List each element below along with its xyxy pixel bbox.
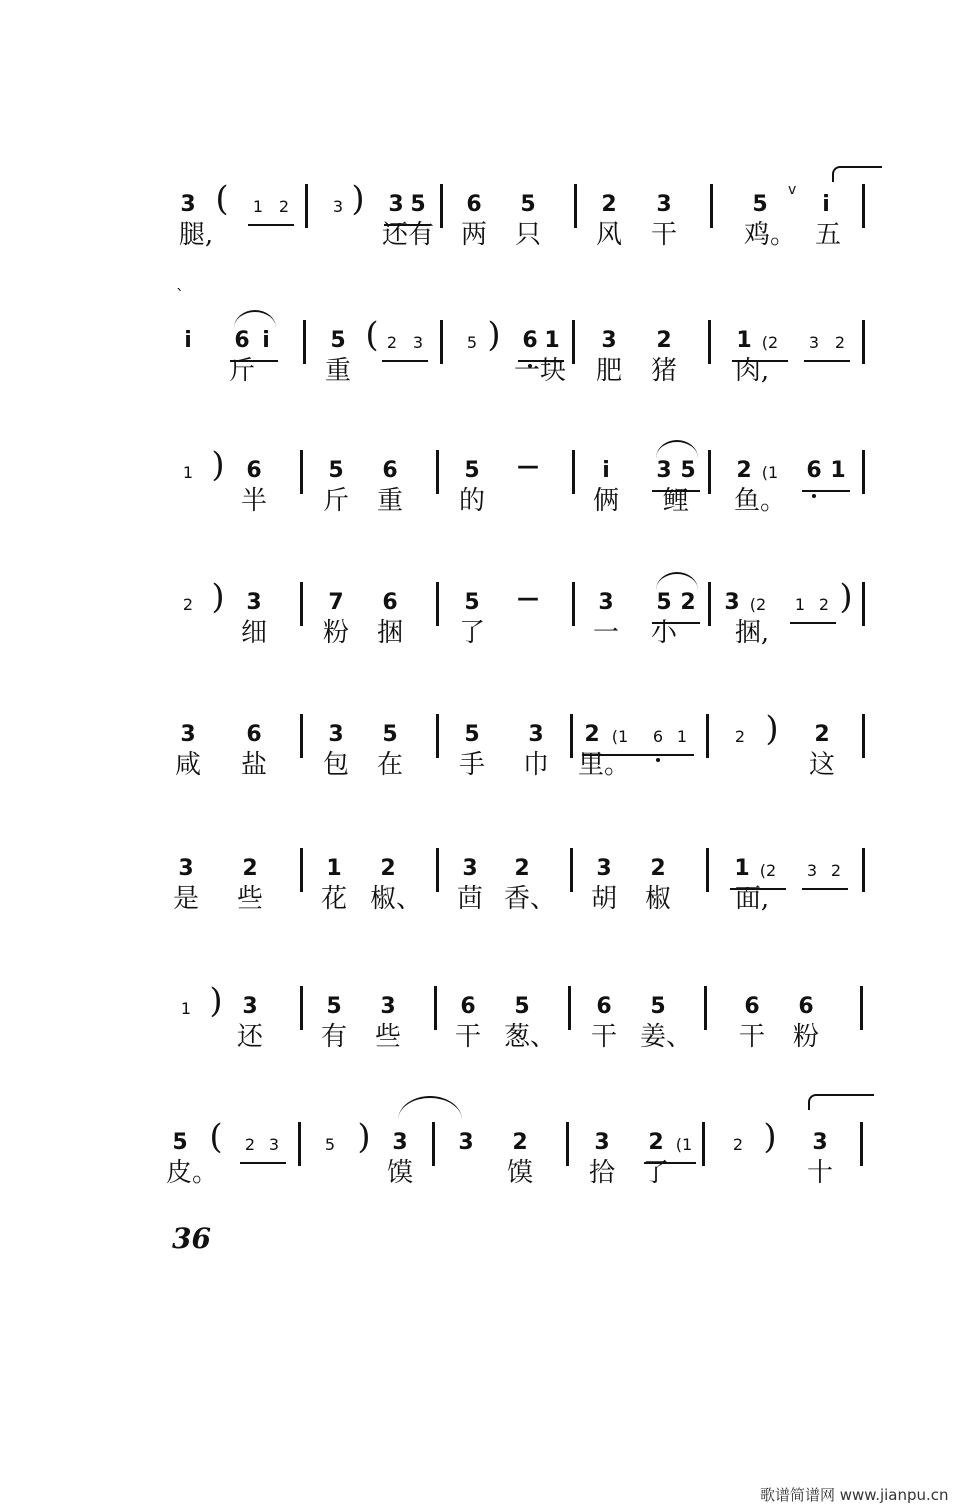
note: 5 xyxy=(514,994,530,1019)
note: 3 xyxy=(246,590,262,615)
note: 1 xyxy=(736,328,752,353)
note: 5 xyxy=(464,722,480,747)
lyric: 葱、 xyxy=(503,1022,557,1052)
note: 1 xyxy=(676,727,688,746)
note: (1 xyxy=(675,1135,693,1154)
lyric: 里。 xyxy=(577,750,631,780)
lyric: 巾 xyxy=(522,750,550,780)
lyric: 鱼。 xyxy=(733,486,787,516)
note: 3 xyxy=(180,722,196,747)
lyric: 椒、 xyxy=(369,884,423,914)
paren-close: ) xyxy=(211,445,225,485)
note: 6 xyxy=(744,994,760,1019)
lyric-line xyxy=(0,1160,974,1208)
lyric-line xyxy=(0,358,974,406)
paren-close: ) xyxy=(487,315,501,355)
lyric: 些 xyxy=(236,884,264,914)
note: 6 xyxy=(382,590,398,615)
note: i xyxy=(822,192,830,217)
note: 3 xyxy=(180,192,196,217)
note: 2 xyxy=(818,595,830,614)
paren-open: ( xyxy=(365,315,379,355)
note: 6 xyxy=(596,994,612,1019)
volta-bracket xyxy=(808,1094,874,1110)
note: i xyxy=(184,328,192,353)
lyric-line xyxy=(0,620,974,668)
note: 2 xyxy=(834,333,846,352)
lyric-line xyxy=(0,886,974,934)
note: 5 xyxy=(466,333,478,352)
note: 5 xyxy=(464,590,480,615)
note: 5 xyxy=(382,722,398,747)
lyric: 粉 xyxy=(792,1022,820,1052)
note: 3 xyxy=(601,328,617,353)
lyric-line xyxy=(0,1024,974,1072)
dash: — xyxy=(517,454,539,479)
note: 5 xyxy=(172,1130,188,1155)
score-row xyxy=(0,844,974,934)
lyric: 鸡。 xyxy=(743,220,797,250)
note: 5 xyxy=(680,458,696,483)
note: 3 xyxy=(380,994,396,1019)
note: 5 xyxy=(520,192,536,217)
dash: — xyxy=(517,586,539,611)
paren-close: ) xyxy=(209,981,223,1021)
note: 5 xyxy=(464,458,480,483)
lyric: 鲤 xyxy=(662,486,690,516)
note: (2 xyxy=(761,333,779,352)
score-row xyxy=(0,446,974,536)
score-row xyxy=(0,286,974,406)
note: 3 xyxy=(598,590,614,615)
lyric: 五 xyxy=(814,220,842,250)
note: (2 xyxy=(749,595,767,614)
note: 3 xyxy=(724,590,740,615)
note: 5 xyxy=(656,590,672,615)
score-row xyxy=(0,1118,974,1208)
lyric: 还有 xyxy=(381,220,435,250)
lyric: 重 xyxy=(376,486,404,516)
lyric: 一 xyxy=(592,618,620,648)
note: 3 xyxy=(806,861,818,880)
lyric: 小 xyxy=(650,618,678,648)
lyric: 茴 xyxy=(456,884,484,914)
note: 1 xyxy=(544,328,560,353)
paren-open: ( xyxy=(215,179,229,219)
note: 6 xyxy=(806,458,822,483)
lyric: 馍 xyxy=(506,1158,534,1188)
lyric: 姜、 xyxy=(639,1022,693,1052)
lyric: 只 xyxy=(514,220,542,250)
note: 6 xyxy=(234,328,250,353)
lyric: 胡 xyxy=(590,884,618,914)
lyric: 捆, xyxy=(734,618,770,648)
note: 3 xyxy=(242,994,258,1019)
lyric: 干 xyxy=(738,1022,766,1052)
lyric: 干 xyxy=(454,1022,482,1052)
note: (1 xyxy=(611,727,629,746)
lyric: 香、 xyxy=(503,884,557,914)
lyric: 斤 xyxy=(228,356,256,386)
note: 2 xyxy=(734,727,746,746)
score-row xyxy=(0,180,974,270)
note: 2 xyxy=(244,1135,256,1154)
note: 2 xyxy=(514,856,530,881)
lyric: 肉, xyxy=(734,356,770,386)
lyric: 在 xyxy=(376,750,404,780)
note: 6 xyxy=(798,994,814,1019)
lyric: 两 xyxy=(460,220,488,250)
note: 7 xyxy=(328,590,344,615)
lyric: 拾 xyxy=(588,1158,616,1188)
note: 6 xyxy=(246,458,262,483)
lyric: 了 xyxy=(642,1158,670,1188)
watermark: 歌谱简谱网 www.jianpu.cn xyxy=(760,1486,949,1504)
lyric: 风 xyxy=(595,220,623,250)
note: 2 xyxy=(680,590,696,615)
note: 3 xyxy=(656,458,672,483)
lyric: 肥 xyxy=(595,356,623,386)
note: 1 xyxy=(734,856,750,881)
lyric: 重 xyxy=(324,356,352,386)
note: 2 xyxy=(512,1130,528,1155)
lyric: 一块 xyxy=(513,356,567,386)
note: 2 xyxy=(278,197,290,216)
note: 3 xyxy=(656,192,672,217)
note: 2 xyxy=(736,458,752,483)
note: 2 xyxy=(386,333,398,352)
note: 6 xyxy=(246,722,262,747)
lyric: 十 xyxy=(806,1158,834,1188)
volta-bracket xyxy=(832,166,882,182)
lyric: 干 xyxy=(590,1022,618,1052)
note: 2 xyxy=(601,192,617,217)
score-row xyxy=(0,710,974,800)
paren-close: ) xyxy=(763,1117,777,1157)
paren-close: ) xyxy=(765,709,779,749)
lyric: 面, xyxy=(734,884,770,914)
note: 1 xyxy=(794,595,806,614)
lyric: 是 xyxy=(172,884,200,914)
note: 6 xyxy=(460,994,476,1019)
note: 3 xyxy=(458,1130,474,1155)
note: 5 xyxy=(330,328,346,353)
lyric: 干 xyxy=(650,220,678,250)
note: 1 xyxy=(182,463,194,482)
paren-close: ) xyxy=(351,179,365,219)
breath-mark: v xyxy=(788,182,797,198)
note: 6 xyxy=(466,192,482,217)
lyric: 腿, xyxy=(178,220,214,250)
slur xyxy=(656,572,698,590)
note: 6 xyxy=(382,458,398,483)
paren-close: ) xyxy=(211,577,225,617)
page-number: 36 xyxy=(172,1222,211,1255)
lyric: 些 xyxy=(374,1022,402,1052)
lyric: 了 xyxy=(458,618,486,648)
note: 2 xyxy=(380,856,396,881)
tick-mark: ` xyxy=(176,286,184,305)
note: 2 xyxy=(732,1135,744,1154)
note: 5 xyxy=(650,994,666,1019)
note: 3 xyxy=(412,333,424,352)
lyric: 椒 xyxy=(644,884,672,914)
note: 5 xyxy=(410,192,426,217)
note: 1 xyxy=(326,856,342,881)
lyric-line xyxy=(0,752,974,800)
lyric: 花 xyxy=(320,884,348,914)
note: 5 xyxy=(326,994,342,1019)
lyric: 粉 xyxy=(322,618,350,648)
lyric: 这 xyxy=(808,750,836,780)
lyric: 捆 xyxy=(376,618,404,648)
lyric: 的 xyxy=(458,486,486,516)
lyric-line xyxy=(0,488,974,536)
paren-close: ) xyxy=(357,1117,371,1157)
note: 1 xyxy=(180,999,192,1018)
lyric: 半 xyxy=(240,486,268,516)
note: 2 xyxy=(182,595,194,614)
note: 3 xyxy=(328,722,344,747)
note: 3 xyxy=(596,856,612,881)
note: 5 xyxy=(752,192,768,217)
lyric: 还 xyxy=(236,1022,264,1052)
note: 3 xyxy=(462,856,478,881)
note: 1 xyxy=(830,458,846,483)
note: 3 xyxy=(812,1130,828,1155)
lyric-line xyxy=(0,222,974,270)
lyric: 俩 xyxy=(592,486,620,516)
note: 2 xyxy=(656,328,672,353)
note: 5 xyxy=(324,1135,336,1154)
note: 2 xyxy=(814,722,830,747)
lyric: 手 xyxy=(458,750,486,780)
note: 2 xyxy=(648,1130,664,1155)
note: 3 xyxy=(178,856,194,881)
note: 5 xyxy=(328,458,344,483)
lyric: 馍 xyxy=(386,1158,414,1188)
note: 3 xyxy=(528,722,544,747)
lyric: 咸 xyxy=(174,750,202,780)
note: 6 xyxy=(652,727,664,746)
note: (1 xyxy=(761,463,779,482)
slur xyxy=(656,440,698,458)
score-row xyxy=(0,578,974,668)
lyric: 包 xyxy=(322,750,350,780)
lyric: 皮。 xyxy=(165,1158,219,1188)
note: i xyxy=(602,458,610,483)
score-row xyxy=(0,982,974,1072)
note: 2 xyxy=(830,861,842,880)
note: 2 xyxy=(584,722,600,747)
note: 3 xyxy=(594,1130,610,1155)
note: 1 xyxy=(252,197,264,216)
lyric: 盐 xyxy=(240,750,268,780)
paren-open: ( xyxy=(209,1117,223,1157)
note: (2 xyxy=(759,861,777,880)
lyric: 细 xyxy=(240,618,268,648)
note: 3 xyxy=(388,192,404,217)
lyric: 有 xyxy=(320,1022,348,1052)
note: i xyxy=(262,328,270,353)
slur xyxy=(234,310,276,328)
note: 3 xyxy=(392,1130,408,1155)
note: 6 xyxy=(522,328,538,353)
lyric: 猪 xyxy=(650,356,678,386)
note: 2 xyxy=(650,856,666,881)
lyric: 斤 xyxy=(322,486,350,516)
tie xyxy=(398,1096,462,1120)
note: 3 xyxy=(332,197,344,216)
note: 3 xyxy=(268,1135,280,1154)
note: 2 xyxy=(242,856,258,881)
note: 3 xyxy=(808,333,820,352)
paren-close: ) xyxy=(839,577,853,617)
